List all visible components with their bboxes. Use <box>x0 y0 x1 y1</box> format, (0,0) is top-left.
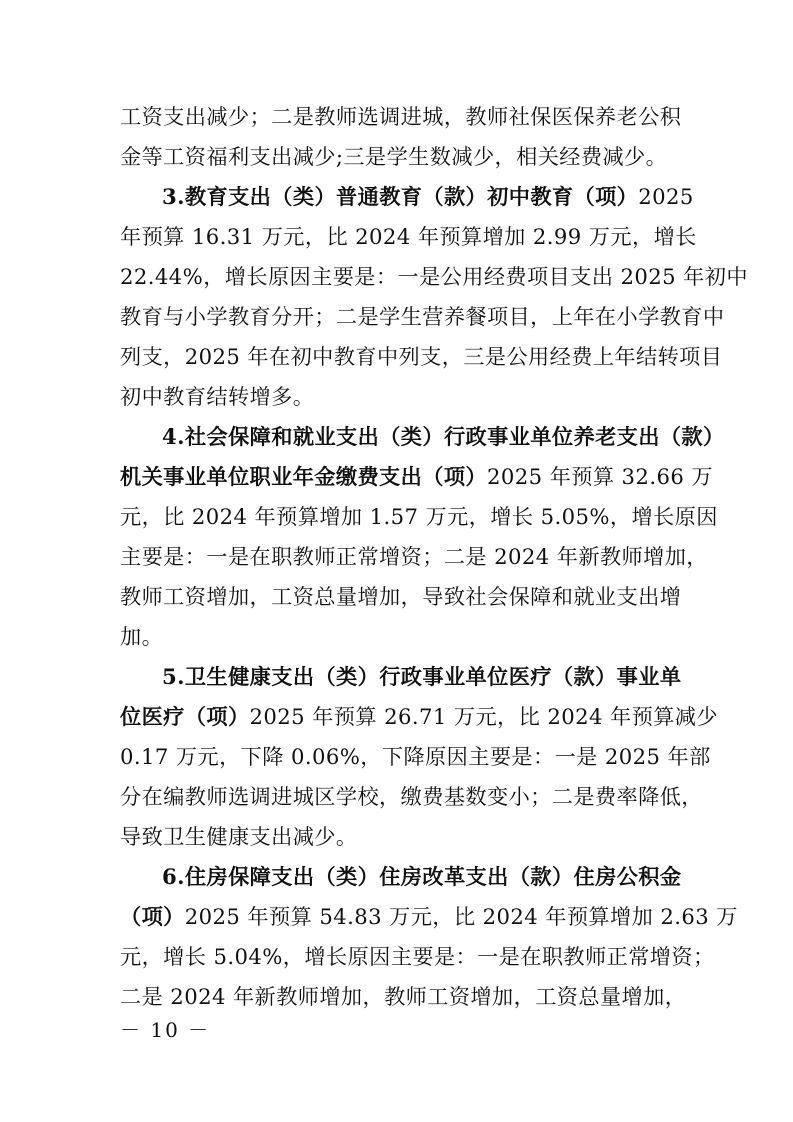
page-number: － 10 － <box>120 1018 211 1042</box>
body-line <box>120 782 703 812</box>
text-run: 导致卫生健康支出减少。 <box>120 824 358 849</box>
text-run: 加。 <box>120 624 164 649</box>
body-line <box>120 702 718 732</box>
text-run: 2025 年预算 32.66 万 <box>487 464 713 489</box>
heading-text: 6.住房保障支出（类）住房改革支出（款）住房公积金 <box>162 864 682 889</box>
body-line <box>120 822 690 852</box>
body-line <box>120 742 711 772</box>
heading-text: 3.教育支出（类）普通教育（款）初中教育（项） <box>162 184 639 209</box>
text-run: 2025 年预算 54.83 万元，比 2024 年预算增加 2.63 万 <box>184 904 738 929</box>
body-line <box>120 502 718 532</box>
heading-text: （项） <box>120 904 185 929</box>
heading-text: 4.社会保障和就业支出（类）行政事业单位养老支出（款） <box>162 424 725 449</box>
body-line <box>120 462 713 492</box>
body-line <box>120 342 723 372</box>
body-line <box>120 542 708 572</box>
heading-text: 位医疗（项） <box>120 704 250 729</box>
text-run: 主要是：一是在职教师正常增资；二是 2024 年新教师增加， <box>120 544 708 569</box>
text-run: 初中教育结转增多。 <box>120 384 315 409</box>
text-run: 列支，2025 年在初中教育中列支，三是公用经费上年结转项目 <box>120 344 723 369</box>
text-run: 年预算 16.31 万元，比 2024 年预算增加 2.99 万元，增长 <box>120 224 697 249</box>
text-run: 0.17 万元，下降 0.06%，下降原因主要是：一是 2025 年部 <box>120 744 711 769</box>
text-run: 22.44%，增长原因主要是：一是公用经费项目支出 2025 年初中 <box>120 264 748 289</box>
text-run: 2025 年预算 26.71 万元，比 2024 年预算减少 <box>249 704 718 729</box>
section-heading-5 <box>162 662 690 692</box>
text-run: 元，比 2024 年预算增加 1.57 万元，增长 5.05%，增长原因 <box>120 504 718 529</box>
body-line <box>120 222 697 252</box>
text-run: 工资支出减少；二是教师选调进城，教师社保医保养老公积 <box>120 104 682 129</box>
body-line <box>120 302 725 332</box>
text-run: 元，增长 5.04%，增长原因主要是：一是在职教师正常增资； <box>120 944 715 969</box>
body-line <box>120 982 690 1012</box>
text-run: 分在编教师选调进城区学校，缴费基数变小；二是费率降低， <box>120 784 703 809</box>
text-run: 教师工资增加，工资总量增加，导致社会保障和就业支出增 <box>120 584 682 609</box>
section-heading-6 <box>162 862 690 892</box>
section-heading-3 <box>162 182 694 212</box>
heading-text: 机关事业单位职业年金缴费支出（项） <box>120 464 487 489</box>
text-run: 金等工资福利支出减少;三是学生数减少，相关经费减少。 <box>120 144 668 169</box>
body-line <box>120 102 690 132</box>
text-run: 2025 <box>638 184 694 209</box>
body-line <box>120 142 690 172</box>
body-line <box>120 582 690 612</box>
body-line <box>120 382 690 412</box>
body-line <box>120 262 748 292</box>
body-line <box>120 902 738 932</box>
body-line <box>120 622 690 652</box>
text-run: 二是 2024 年新教师增加，教师工资增加，工资总量增加， <box>120 984 687 1009</box>
section-heading-4 <box>162 422 725 452</box>
text-run: 教育与小学教育分开；二是学生营养餐项目，上年在小学教育中 <box>120 304 725 329</box>
body-line <box>120 942 715 972</box>
heading-text: 5.卫生健康支出（类）行政事业单位医疗（款）事业单 <box>162 664 682 689</box>
